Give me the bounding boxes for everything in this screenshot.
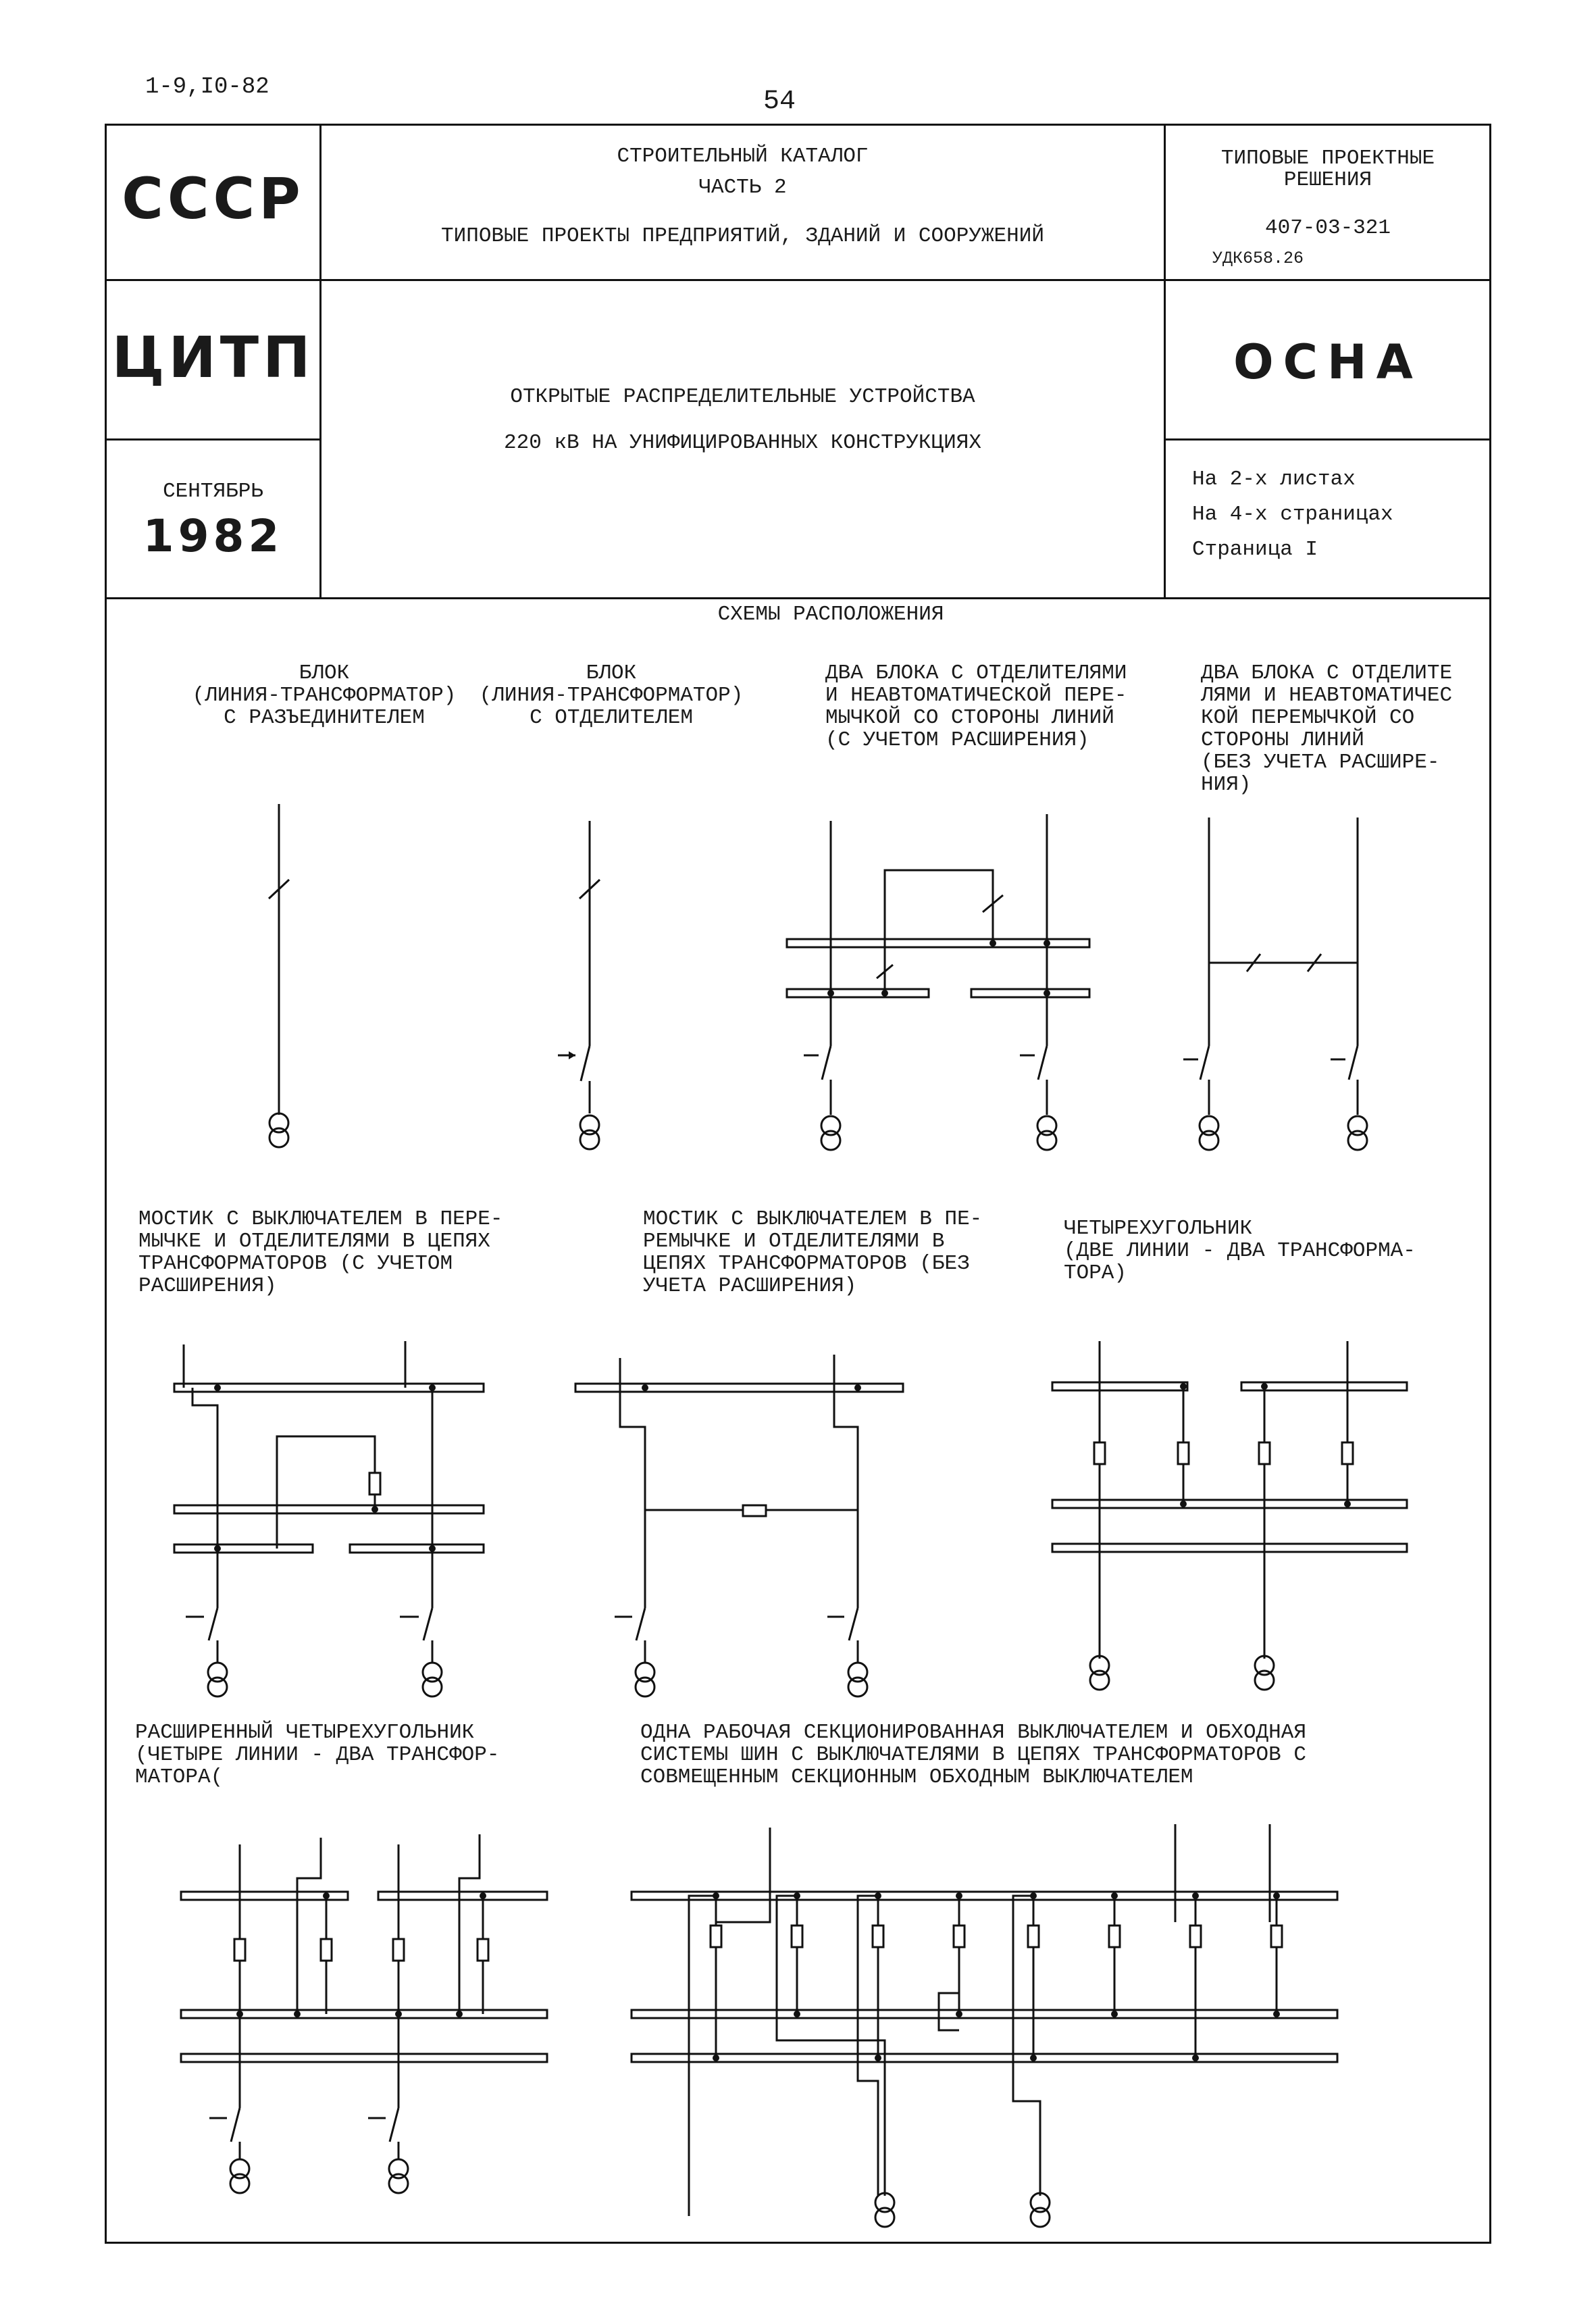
scheme-caption-4: ДВА БЛОКА С ОТДЕЛИТЕ ЛЯМИ И НЕАВТОМАТИЧЕС КОЙ ПЕРЕМЫЧКОЙ СО СТОРОНЫ ЛИНИЙ (БЕЗ УЧЕТА РАСШИРЕ- НИЯ) <box>1201 661 1453 797</box>
solutions-label-2: РЕШЕНИЯ <box>1283 168 1372 192</box>
transformer-icon <box>875 2193 894 2227</box>
scheme-caption-8: РАСШИРЕННЫЙ ЧЕТЫРЕХУГОЛЬНИК (ЧЕТЫРЕ ЛИНИИ - ДВА ТРАНСФОР- МАТОРА( <box>135 1721 500 1789</box>
transformer-icon <box>1200 1116 1218 1150</box>
scheme-caption-5: МОСТИК С ВЫКЛЮЧАТЕЛЕМ В ПЕРЕ- МЫЧКЕ И ОТДЕЛИТЕЛЯМИ В ЦЕПЯХ ТРАНСФОРМАТОРОВ (С УЧЕТОМ РАСШИРЕНИЯ) <box>138 1207 503 1298</box>
project-number: 407-03-321 <box>1264 216 1391 240</box>
transformer-icon <box>230 2159 249 2193</box>
transformer-icon <box>423 1663 442 1696</box>
scheme-9-diagram <box>632 1824 1337 2227</box>
transformer-icon <box>1031 2193 1050 2227</box>
transformer-icon <box>1255 1656 1274 1690</box>
transformer-icon <box>580 1115 599 1149</box>
scheme-4-diagram <box>1183 818 1367 1150</box>
scheme-8-diagram <box>181 1834 547 2193</box>
catalog-title: СТРОИТЕЛЬНЫЙ КАТАЛОГ <box>617 145 869 168</box>
transformer-icon <box>1348 1116 1367 1150</box>
transformer-icon <box>269 1113 288 1147</box>
current-page: Страница I <box>1192 538 1318 561</box>
scheme-5-diagram <box>174 1341 484 1696</box>
transformer-icon <box>1090 1656 1109 1690</box>
transformer-icon <box>208 1663 227 1696</box>
page-number: 54 <box>763 86 796 117</box>
scheme-caption-7: ЧЕТЫРЕХУГОЛЬНИК (ДВЕ ЛИНИИ - ДВА ТРАНСФОРМА- ТОРА) <box>1064 1217 1416 1285</box>
issue-year: 1982 <box>143 510 284 562</box>
org-name-citp: ЦИТП <box>111 324 315 391</box>
transformer-icon <box>389 2159 408 2193</box>
scheme-6-diagram <box>575 1355 903 1696</box>
document-title-line-2: 220 кВ НА УНИФИЦИРОВАННЫХ КОНСТРУКЦИЯХ <box>504 431 981 455</box>
transformer-icon <box>636 1663 654 1696</box>
scheme-caption-6: МОСТИК С ВЫКЛЮЧАТЕЛЕМ В ПЕ- РЕМЫЧКЕ И ОТДЕЛИТЕЛЯМИ В ЦЕПЯХ ТРАНСФОРМАТОРОВ (БЕЗ УЧЕТА РАСШИРЕНИЯ) <box>643 1207 983 1298</box>
page-count: На 4-х страницах <box>1192 503 1393 526</box>
document-title-line-1: ОТКРЫТЫЕ РАСПРЕДЕЛИТЕЛЬНЫЕ УСТРОЙСТВА <box>510 385 975 409</box>
issue-month: СЕНТЯБРЬ <box>163 480 263 503</box>
udk-code: УДК658.26 <box>1212 249 1304 268</box>
org-name-ussr: СССР <box>122 166 305 232</box>
scheme-3-diagram <box>787 814 1089 1150</box>
catalog-subtitle: ТИПОВЫЕ ПРОЕКТЫ ПРЕДПРИЯТИЙ, ЗДАНИЙ И СООРУЖЕНИЙ <box>441 224 1044 248</box>
scheme-caption-9: ОДНА РАБОЧАЯ СЕКЦИОНИРОВАННАЯ ВЫКЛЮЧАТЕЛЕМ И ОБХОДНАЯ СИСТЕМЫ ШИН С ВЫКЛЮЧАТЕЛЯМИ В ЦЕПЯХ ТРАНСФОРМАТОРОВ С СОВМЕЩЕННЫМ СЕКЦИОННЫМ ОБХОДНЫМ ВЫКЛЮЧАТЕЛЕМ <box>640 1721 1306 1789</box>
catalog-part: ЧАСТЬ 2 <box>698 176 787 199</box>
scheme-caption-1: БЛОК (ЛИНИЯ-ТРАНСФОРМАТОР) С РАЗЪЕДИНИТЕЛЕМ <box>192 661 457 730</box>
transformer-icon <box>821 1116 840 1150</box>
solutions-label-1: ТИПОВЫЕ ПРОЕКТНЫЕ <box>1220 147 1435 170</box>
transformer-icon <box>1037 1116 1056 1150</box>
section-title: СХЕМЫ РАСПОЛОЖЕНИЯ <box>717 603 944 626</box>
document-code: 1-9,I0-82 <box>145 74 269 100</box>
scheme-caption-2: БЛОК (ЛИНИЯ-ТРАНСФОРМАТОР) С ОТДЕЛИТЕЛЕМ <box>479 661 744 730</box>
scheme-2-diagram <box>558 821 600 1149</box>
series-code: ОСНА <box>1233 334 1422 390</box>
scheme-caption-3: ДВА БЛОКА С ОТДЕЛИТЕЛЯМИ И НЕАВТОМАТИЧЕСКОЙ ПЕРЕ- МЫЧКОЙ СО СТОРОНЫ ЛИНИЙ (С УЧЕТОМ РАСШИРЕНИЯ) <box>825 661 1127 752</box>
sheet-count: На 2-х листах <box>1192 468 1356 491</box>
transformer-icon <box>848 1663 867 1696</box>
scheme-7-diagram <box>1052 1341 1407 1690</box>
scheme-1-diagram <box>269 804 289 1147</box>
